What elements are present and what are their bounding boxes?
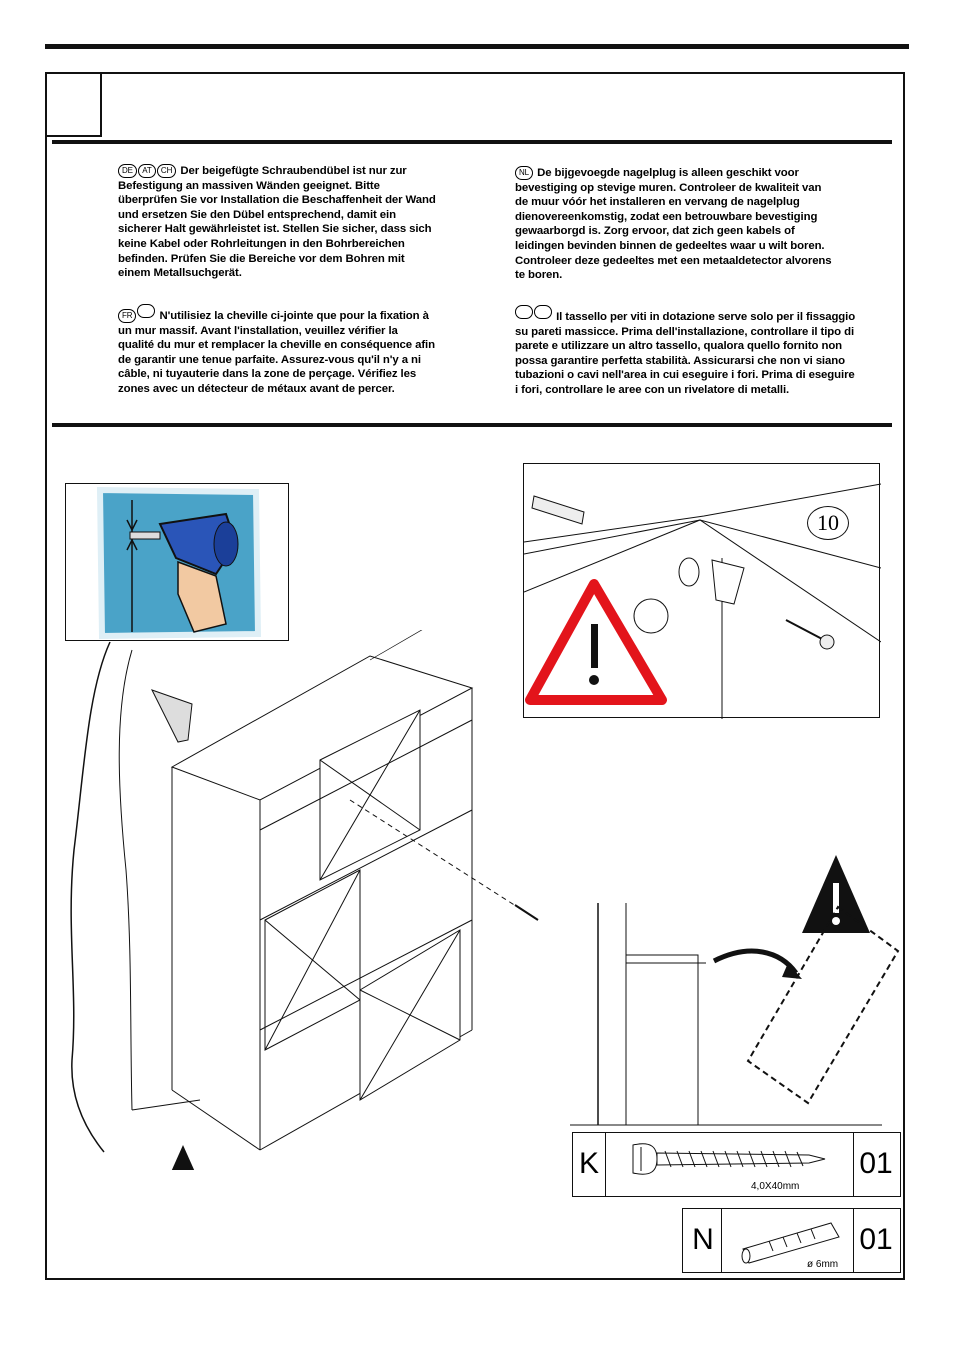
lang-badge-it-2 <box>534 305 552 319</box>
header-divider <box>52 140 892 144</box>
lang-badge-de: DE <box>118 164 137 178</box>
lang-badge-fr: FR <box>118 309 136 323</box>
lang-badge-at: AT <box>138 164 156 178</box>
part-n-separator <box>721 1209 722 1272</box>
instruction-nl <box>515 166 837 283</box>
part-n-quantity: 01 <box>859 1223 893 1256</box>
instruction-fr <box>118 304 436 397</box>
instruction-it-text: Il tassello per viti in dotazione serve solo per il fissaggio su pareti massicce. Prima dell'installazione, controllare il tipo di parete e utilizzare un altro tassello, qualora quello fornito non possa garantire perfetta stabilità. Assicurarsi che non vi siano tubazioni o cavi nell'area in cui eseguire i fori. Prima di eseguire i fori, controllare le aree con un rivelatore di metalli. <box>515 311 856 396</box>
detail-callout-number: 10 <box>807 506 849 540</box>
warning-triangle-icon-2 <box>800 855 870 933</box>
screw-icon <box>629 1139 829 1179</box>
drill-illustration <box>66 484 290 642</box>
cabinet-illustration <box>60 630 560 1170</box>
part-k-letter: K <box>578 1147 599 1180</box>
lang-badge-blank <box>137 304 155 318</box>
part-k-box <box>572 1132 901 1197</box>
instruction-de-text: Der beigefügte Schraubendübel ist nur zur Befestigung an massiven Wänden geeignet. Bitte überprüfen Sie vor Installation die Beschaffenheit der Wand und ersetzen Sie den Dübel entsprechend, damit ein sicherer Halt gewährleistet ist. Stellen Sie sicher, dass sich keine Kabel oder Rohrleitungen in den Bohrbereichen befinden. Prüfen Sie die Bereiche vor dem Bohren mit einem Metallsuchgerät. <box>118 165 436 280</box>
drill-inset <box>65 483 289 641</box>
step-number-box <box>45 72 102 137</box>
part-k-separator <box>605 1133 606 1196</box>
detail-inset <box>523 463 880 718</box>
warning-triangle-icon <box>140 1144 224 1238</box>
part-n-letter: N <box>692 1223 714 1256</box>
instruction-it <box>515 305 857 398</box>
part-k-size: 4,0X40mm <box>751 1181 800 1192</box>
lang-badge-ch: CH <box>157 164 176 178</box>
lang-badge-it-1 <box>515 305 533 319</box>
text-divider <box>52 423 892 427</box>
top-rule <box>45 44 909 49</box>
part-n-size: ø 6mm <box>807 1259 839 1270</box>
lang-badge-nl: NL <box>515 166 533 180</box>
part-n-box <box>682 1208 901 1273</box>
instruction-nl-text: De bijgevoegde nagelplug is alleen geschikt voor bevestiging op stevige muren. Controleer de kwaliteit van de muur vóór het installeren en vervang de nagelplug dienovereenkomstig, zodat een betrouwbare bevestiging gewaarborgd is. Zorg ervoor, dat zich geen kabels of leidingen bevinden binnen de gedeeltes waar u wilt boren. Controleer deze gedeeltes met een metaaldetector alvorens te boren. <box>515 167 832 282</box>
part-k-quantity: 01 <box>859 1147 893 1180</box>
instruction-de <box>118 164 438 281</box>
instruction-fr-text: N'utilisiez la cheville ci-jointe que pour la fixation à un mur massif. Avant l'installation, veuillez vérifier la qualité du mur et remplacer la cheville en conséquence afin de garantir une tenue parfaite. Assurez-vous qu'il n'y a ni câble, ni tuyauterie dans la zone de perçage. Vérifiez les zones avec un détecteur de métaux avant de percer. <box>118 310 435 395</box>
detail-illustration <box>524 464 881 719</box>
